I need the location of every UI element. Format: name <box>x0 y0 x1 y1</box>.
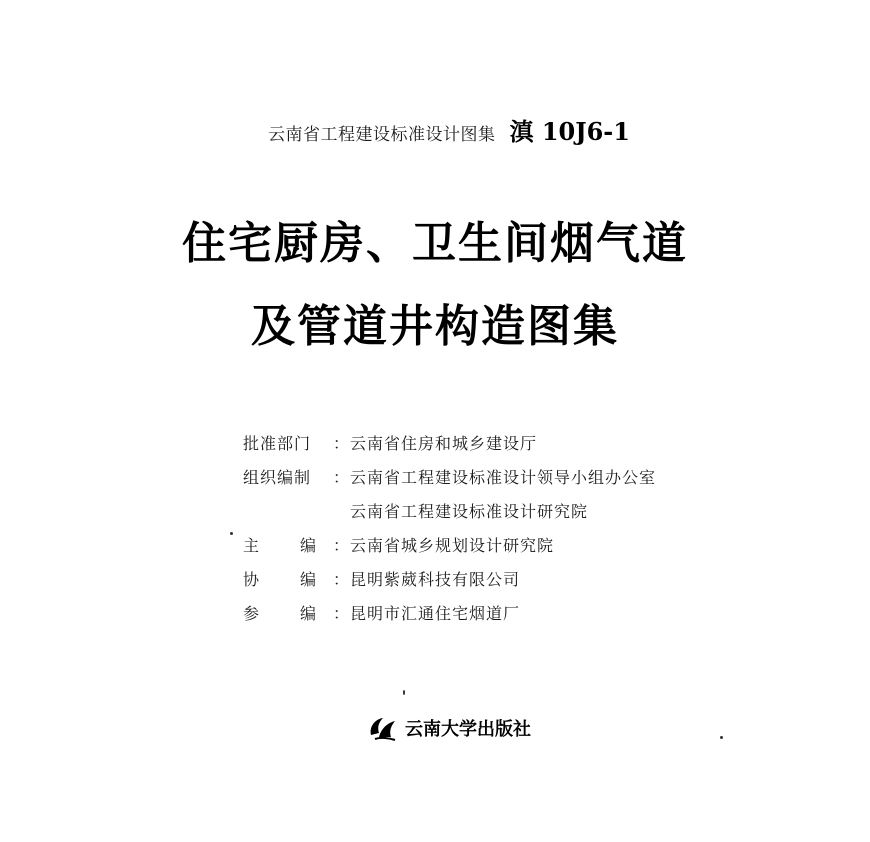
credit-row-contributor <box>243 595 656 629</box>
credit-label: 批准部门 <box>243 433 312 453</box>
credit-label <box>243 601 333 624</box>
credit-label <box>243 567 333 590</box>
credit-value: 云南省工程建设标准设计研究院 <box>333 501 589 521</box>
series-name: 云南省工程建设标准设计图集 <box>268 125 496 145</box>
credit-label: 组织编制 <box>243 467 312 487</box>
credit-label-char: 编 <box>300 569 318 589</box>
credit-label <box>243 533 333 556</box>
page-title-line-2: 及管道井构造图集 <box>251 301 619 352</box>
credit-value: ：昆明紫葳科技有限公司 <box>333 569 521 589</box>
credit-value: ：云南省城乡规划设计研究院 <box>333 535 555 555</box>
credit-value: ：云南省住房和城乡建设厅 <box>333 433 538 453</box>
credit-row-approval <box>243 425 656 459</box>
series-header <box>268 112 630 147</box>
credit-label-char: 协 <box>243 569 261 589</box>
publisher <box>367 715 531 741</box>
publisher-name: 云南大学出版社 <box>405 719 531 740</box>
page-title-line-1: 住宅厨房、卫生间烟气道 <box>182 218 688 269</box>
credit-label-char: 参 <box>243 603 261 623</box>
credit-row-organizer <box>243 459 656 493</box>
credit-value: ：昆明市汇通住宅烟道厂 <box>333 603 521 623</box>
scan-speck <box>403 690 405 695</box>
credit-label-char: 编 <box>300 535 318 555</box>
credit-value: ：云南省工程建设标准设计领导小组办公室 <box>333 467 657 487</box>
scan-speck <box>720 736 723 739</box>
credit-label-char: 主 <box>243 535 261 555</box>
credit-row-organizer-2 <box>243 493 656 527</box>
ynu-press-logo-icon <box>367 715 399 741</box>
credit-row-chief-editor <box>243 527 656 561</box>
scan-speck <box>230 532 233 535</box>
atlas-code: 滇 10J6-1 <box>509 117 630 146</box>
credit-label-char: 编 <box>300 603 318 623</box>
credit-row-co-editor <box>243 561 656 595</box>
credits-list <box>243 425 656 629</box>
